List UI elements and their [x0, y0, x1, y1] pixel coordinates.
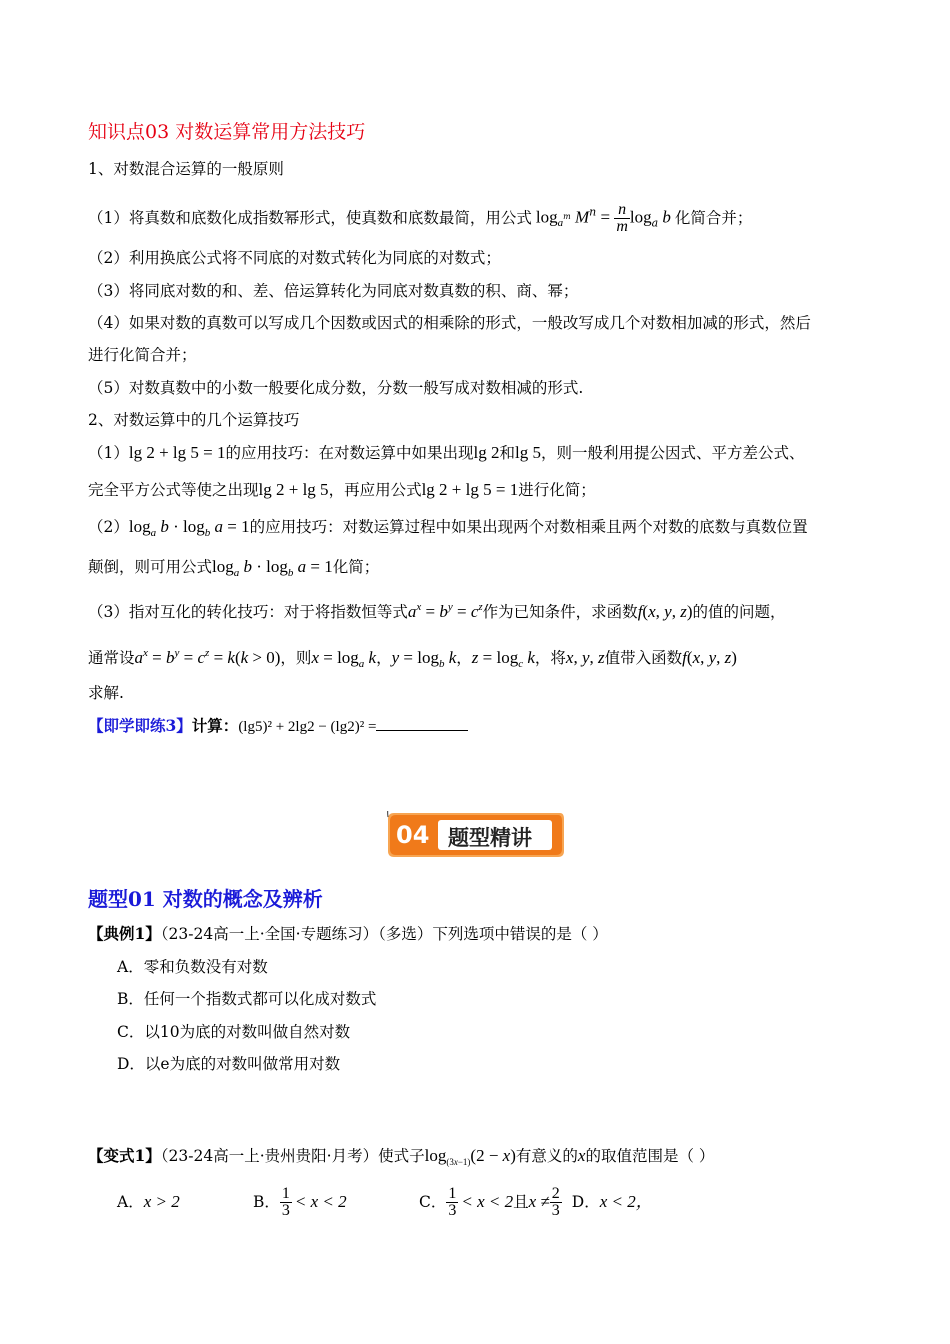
- practice-expression: (lg5)² + 2lg2 − (lg2)² =: [238, 719, 377, 735]
- practice-label: 计算：: [191, 716, 239, 735]
- example-1-question: （23-24高一上·全国·专题练习）（多选）下列选项中错误的是（ ）: [160, 925, 608, 943]
- t1-text-e: 完全平方公式等使之出现: [88, 481, 259, 499]
- principle-2: （2）利用换底公式将不同底的对数式转化为同底的对数式；: [88, 249, 501, 267]
- variant-1-options: [117, 1180, 653, 1224]
- variant-1-text-a: （23-24高一上·贵州贵阳·月考）使式子: [160, 1147, 425, 1165]
- formula-lg5: lg 5: [515, 443, 541, 462]
- principle-4-line1: （4）如果对数的真数可以写成几个因数或因式的相乘除的形式，一般改写成几个对数相加减的形式，然后: [88, 314, 811, 332]
- variant-1-option-b: [253, 1186, 419, 1219]
- t1-text-f: ，再应用公式: [328, 481, 422, 499]
- t3-text-c: 的值的问题，: [692, 603, 786, 621]
- technique-3-line2: [88, 643, 737, 674]
- option-c-label: C．: [419, 1193, 447, 1211]
- t3-text-a: （3）指对互化的转化技巧：对于将指数恒等式: [88, 603, 408, 621]
- t2-text-d: 化简；: [332, 558, 380, 576]
- section-title: 知识点03 对数运算常用方法技巧: [88, 121, 366, 143]
- option-b-label: B．: [253, 1193, 280, 1211]
- variant-1-stem: [88, 1146, 714, 1172]
- option-d-math: x < 2，: [599, 1192, 653, 1211]
- example-1-stem: [88, 924, 608, 944]
- variant-1-text-b: 有意义的: [515, 1147, 578, 1165]
- principle-1: [88, 200, 752, 236]
- variant-1-option-a: [117, 1192, 253, 1212]
- formula-log-power: $\log_{a^m} M^n$ = $\frac{n}{m}$ $\log_a b$: [535, 200, 671, 235]
- formula-lg2-plus-lg5-b: lg 2 + lg 5: [258, 480, 329, 499]
- t1-label: （1）: [88, 444, 129, 462]
- formula-fxyz: f(x, y, z): [637, 602, 693, 621]
- answer-blank[interactable]: [376, 716, 468, 731]
- formula-z-log: $z = \log_c k$: [471, 648, 535, 670]
- variable-x: x: [577, 1146, 586, 1165]
- variant-1-tag: 【变式1】: [88, 1146, 161, 1165]
- t3-text-f: ，: [376, 649, 392, 667]
- option-a-label: A．: [117, 1193, 144, 1211]
- formula-lg2-plus-lg5-eq1: lg 2 + lg 5 = 1: [421, 480, 519, 499]
- t2-text-b: 的应用技巧：对数运算过程中如果出现两个对数相乘且两个对数的底数与真数位置: [249, 518, 808, 536]
- t3-text-i: 值带入函数: [604, 649, 683, 667]
- formula-lg2-plus-lg5: lg 2 + lg 5 = 1: [128, 443, 226, 462]
- t1-text-b: 的应用技巧：在对数运算中如果出现: [225, 444, 474, 462]
- option-c-and: 且: [513, 1193, 529, 1211]
- t3-text-h: ，将: [534, 649, 566, 667]
- option-c-ineq: < x < 2: [461, 1192, 514, 1211]
- formula-fxyz-b: f(x, y, z): [682, 648, 737, 667]
- technique-1-line2: [88, 480, 596, 500]
- t1-text-d: ，则一般利用提公因式、平方差公式、: [541, 444, 805, 462]
- principle-1-tail: 化简合并；: [674, 209, 753, 227]
- practice-3: [88, 716, 468, 737]
- t3-text-g: ，: [456, 649, 472, 667]
- formula-log-product-b: $\log_a b \cdot \log_b a = 1$: [212, 557, 333, 579]
- fraction-one-third-c: $\frac{1}{3}$: [448, 1184, 457, 1219]
- technique-1-line1: [88, 443, 805, 463]
- formula-exp-identity: $a^x = b^y = c^z$: [407, 601, 483, 621]
- formula-log-product: $\log_a b \cdot \log_b a = 1$: [128, 517, 250, 539]
- t1-text-c: 和: [499, 444, 516, 462]
- option-b-ineq: < x < 2: [294, 1192, 347, 1211]
- technique-3-line1: [88, 597, 786, 622]
- formula-exp-k: $a^x = b^y = c^z = k(k > 0)$: [134, 647, 281, 667]
- principle-4-line2: 进行化简合并；: [88, 346, 197, 364]
- example-1-option-b: B．任何一个指数式都可以化成对数式: [117, 990, 377, 1008]
- t2-label: （2）: [88, 518, 129, 536]
- formula-lg2: lg 2: [473, 443, 500, 462]
- technique-2-line2: [88, 557, 379, 583]
- principle-5: （5）对数真数中的小数一般要化成分数，分数一般写成对数相减的形式.: [88, 379, 584, 397]
- example-1-option-c: C．以10为底的对数叫做自然对数: [117, 1023, 351, 1041]
- variant-1-text-c: 的取值范围是（ ）: [585, 1147, 715, 1165]
- example-1-option-a: A．零和负数没有对数: [117, 958, 268, 976]
- fraction-two-thirds: $\frac{2}{3}$: [551, 1184, 560, 1219]
- formula-log-domain: $\log_{(3x-1)}(2 - x)$: [424, 1146, 516, 1167]
- t3-text-b: 作为已知条件，求函数: [482, 603, 638, 621]
- badge-number: 04: [396, 821, 430, 849]
- principle-3: （3）将同底对数的和、差、倍运算转化为同底对数真数的积、商、幂；: [88, 282, 579, 300]
- option-a-math: x > 2: [143, 1192, 180, 1211]
- badge-text: 题型精讲: [448, 826, 532, 850]
- practice-tag: 【即学即练3】: [88, 716, 192, 735]
- example-1-option-d: D．以e为底的对数叫做常用对数: [117, 1055, 341, 1073]
- option-c-neq: x ≠: [528, 1192, 550, 1211]
- t3-text-d: 通常设: [88, 649, 135, 667]
- t2-text-c: 颠倒，则可用公式: [88, 558, 213, 576]
- formula-x-log: $x = \log_a k$: [311, 648, 377, 670]
- option-d-label: D．: [571, 1193, 600, 1211]
- heading-general-principles: 1、对数混合运算的一般原则: [88, 160, 284, 178]
- technique-2-line1: [88, 517, 808, 543]
- example-1-tag: 【典例1】: [88, 924, 161, 943]
- formula-xyz: x, y, z: [565, 648, 605, 667]
- section-badge: [386, 811, 566, 859]
- formula-y-log: $y = \log_b k$: [391, 648, 457, 670]
- t1-text-g: 进行化简；: [518, 481, 596, 499]
- technique-3-line3: 求解.: [88, 684, 124, 702]
- type-title: 题型01 对数的概念及辨析: [88, 887, 323, 911]
- variant-1-option-d: [572, 1192, 653, 1212]
- heading-techniques: 2、对数运算中的几个运算技巧: [88, 411, 300, 429]
- t3-text-e: ，则: [280, 649, 312, 667]
- principle-1-lead: （1）将真数和底数化成指数幂形式，使真数和底数最简，用公式: [88, 209, 532, 227]
- fraction-one-third: $\frac{1}{3}$: [281, 1184, 290, 1219]
- variant-1-option-c: [419, 1186, 562, 1219]
